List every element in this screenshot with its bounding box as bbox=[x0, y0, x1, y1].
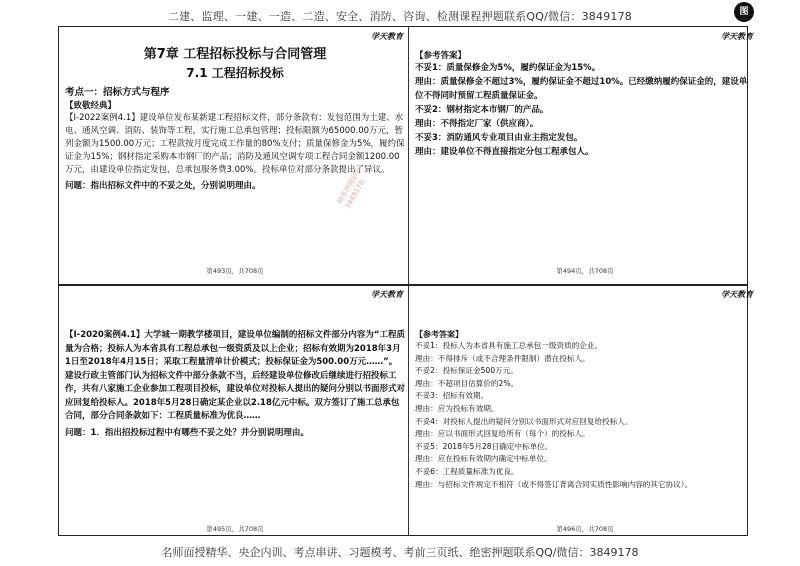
answer-line: 理由：不超项目估算价的2%。 bbox=[415, 378, 519, 388]
case-text: 【Ⅰ-2020案例4.1】大学城一期教学楼项目，建设单位编制的招标文件部分内容为“工程质量为合格；投标人为本省具有工程总承包一级资质及以上企业；招标有效期为2018年3月1日至2018年4月15日；采取工程量清单计价模式；投标保证金为500.00万元……”。建设行政主管部门认为招标文件中部分条款不当，后经建设单位修改后继续进行招投标工作，共有八家施工企业参加工程项目投标，建设单位对投标人提出的疑问分别以书面形式对应回复给投标人。2018年5月28日确定某企业以2.18亿元中标。双方签订了施工总承包合同，部分合同条款如下：工程质量标准为优良…… bbox=[65, 330, 405, 421]
answer-line: 理由：不得排斥（或不合理条件限制）潜在投标人。 bbox=[415, 353, 590, 363]
key-point-heading: 考点一：招标方式与程序 bbox=[65, 87, 170, 98]
question-text: 问题：指出招标文件中的不妥之处，分别说明理由。 bbox=[65, 181, 261, 191]
document-sheet bbox=[58, 26, 753, 536]
brand-logo: 学天教育 bbox=[371, 290, 403, 299]
question-text: 问题：1．指出招投标过程中有哪些不妥之处？并分别说明理由。 bbox=[65, 427, 309, 438]
answer-line: 不妥3：消防通风专业项目由业主指定发包。 bbox=[415, 133, 583, 143]
answer-line: 理由：应为投标有效期。 bbox=[415, 403, 499, 413]
bottom-banner-text: 名师面授精华、央企内训、考点串讲、习题模考、考前三页纸、绝密押题联系QQ/微信：3849178 bbox=[161, 546, 639, 559]
page-number: 第494页，共708页 bbox=[556, 267, 614, 275]
brand-logo: 学天教育 bbox=[721, 32, 753, 41]
answer-line: 不妥1：投标人为本省具有施工总承包一级资质的企业。 bbox=[415, 341, 603, 350]
answer-line: 理由：应在投标有效期内确定中标单位。 bbox=[415, 454, 552, 464]
corner-logo-icon: 图 bbox=[734, 2, 754, 22]
watermark: 精准押题联系3849178 bbox=[335, 165, 367, 210]
reference-answer-tag: 【参考答案】 bbox=[415, 330, 463, 339]
horizontal-divider bbox=[59, 284, 747, 286]
page-number: 第495页，共708页 bbox=[206, 525, 264, 533]
answer-line: 不妥1：质量保修金为5%，履约保证金为15%。 bbox=[415, 63, 601, 73]
page-bottom-left bbox=[65, 289, 405, 539]
answer-line: 理由：应以书面形式回复给所有（每个）的投标人。 bbox=[415, 429, 590, 439]
answer-line: 理由：不得指定厂家（供应商）。 bbox=[415, 119, 539, 129]
page-number: 第493页，共708页 bbox=[206, 267, 264, 275]
answer-line: 理由：质量保修金不超过3%，履约保证金不超过10%。已经缴纳履约保证金的，建设单位不得同时预留工程质量保证金。 bbox=[415, 77, 748, 101]
answer-line: 不妥5：2018年5月28日确定中标单位。 bbox=[415, 441, 553, 451]
answer-line: 不妥2：钢材指定本市钢厂的产品。 bbox=[415, 105, 549, 115]
page-bottom-right bbox=[415, 289, 755, 539]
vertical-divider bbox=[408, 27, 409, 535]
page-top-left bbox=[65, 31, 405, 281]
chapter-title: 第7章 工程招标投标与合同管理 bbox=[143, 47, 327, 62]
answer-line: 不妥2：投标保证金500万元。 bbox=[415, 366, 518, 376]
answer-line: 理由：与招标文件规定不相符（或不得签订背离合同实质性影响内容的其它协议）。 bbox=[415, 479, 693, 489]
brand-logo: 学天教育 bbox=[371, 32, 403, 41]
case-text: 【Ⅰ-2022案例4.1】建设单位发布某新建工程招标文件，部分条款有：发包范围为土建、水电、通风空调、消防、装饰等工程，实行施工总承包管理；投标限额为65000.00万元，暂列金额为1500.00万元；工程款按月度完成工作量的80%支付；质量保修金为5%，履约保证金为15%；钢材指定采购本市钢厂的产品；消防及通风空调专项工程合同金额1200.00万元，由建设单位指定发包，总承包服务费3.00%。投标单位对部分条款提出了异议。 bbox=[65, 113, 405, 175]
brand-logo: 学天教育 bbox=[721, 290, 753, 299]
reference-answer-tag: 【参考答案】 bbox=[415, 51, 467, 61]
section-title: 7.1 工程招标投标 bbox=[186, 66, 284, 80]
answer-line: 不妥6：工程质量标准为优良。 bbox=[415, 466, 519, 476]
answer-line: 不妥3：招标有效期。 bbox=[415, 391, 489, 401]
page-number: 第496页，共708页 bbox=[556, 525, 614, 533]
top-banner-text: 二建、监理、一建、一造、二造、安全、消防、咨询、检测课程押题联系QQ/微信：3849178 bbox=[167, 10, 632, 23]
classic-tag: 【致敬经典】 bbox=[65, 101, 117, 111]
page-top-right bbox=[415, 31, 755, 281]
answer-line: 理由：建设单位不得直接指定分包工程承包人。 bbox=[415, 147, 594, 157]
answer-line: 不妥4：对投标人提出的疑问分别以书面形式对应回复给投标人。 bbox=[415, 416, 633, 426]
